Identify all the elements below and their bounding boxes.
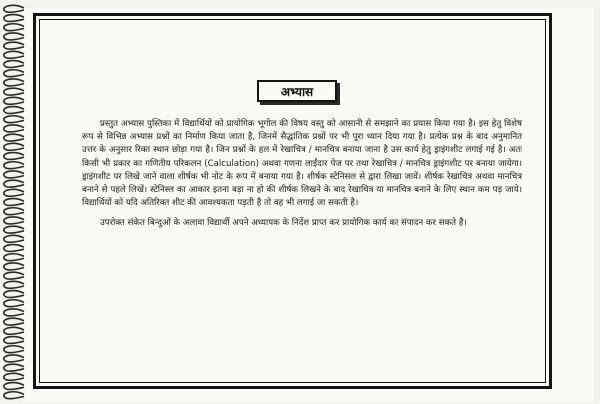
spiral-coil [4, 143, 24, 150]
spiral-coil [4, 79, 24, 86]
spiral-coil [4, 171, 24, 178]
page-title: अभ्यास [280, 84, 314, 99]
spiral-coil [4, 254, 24, 261]
spiral-coil [4, 235, 24, 242]
spiral-coil [4, 226, 24, 233]
spiral-coil [4, 291, 24, 298]
spiral-coil [4, 15, 24, 22]
paragraph-1: प्रस्तुत अभ्यास पुस्तिका में विद्यार्थियों को प्रायोगिक भूगोल की विषय वस्तु को आसानी से समझाने का प्रयास किया गया है। इस हेतु विशेष रूप से विभिन्न अभ्यास प्रश्नों का निर्माण किया जाता है, जिनमें सैद्धांतिक प्रश्नों पर भी पूरा ध्यान दिया गया है। प्रत्येक प्रश्न के बाद अनुमानित उत्तर के अनुसार रिक्त स्थान छोड़ा गया है। जिन प्रश्नों के हल में रेखाचित्र / मानचित्र बनाया जाना है उस कार्य हेतु ड्राइंगशीट लगाई गई है। अतः किसी भी प्रकार का गणितीय परिकलन (Calculation) अथवा गणना लाईंदार पेज पर तथा रेखाचित्र / मानचित्र ड्राइंगशीट पर बनाया जायेगा। ड्राइंगशीट पर लिखे जाने वाला शीर्षक भी नोट के रूप में बनाया गया है। शीर्षक स्टेनिसल से द्वारा लिखा जावें। शीर्षक रेखाचित्र अथवा मानचित्र बनाने से पहले लिखें। स्टेनिस्ल का आकार इतना बड़ा ना हो की शीर्षक लिखने के बाद रेखाचित्र या मानचित्र बनाने के लिए स्थान कम पड़ जाये। विद्यार्थियों को यदि अतिरिक्त शीट की आवश्यकता पड़ती है तो वह भी लगाई जा सकती है। [82, 119, 522, 209]
spiral-coil [4, 162, 24, 169]
spiral-coil [4, 373, 24, 380]
spiral-coil [4, 51, 24, 58]
spiral-coil [4, 364, 24, 371]
spiral-coil [4, 392, 24, 399]
spiral-coil [4, 346, 24, 353]
spiral-coil [4, 42, 24, 49]
spiral-coil [4, 281, 24, 288]
spiral-coil [4, 88, 24, 95]
spiral-coil [4, 208, 24, 215]
spiral-coil [4, 318, 24, 325]
spiral-coil [4, 24, 24, 31]
spiral-coil [4, 327, 24, 334]
spiral-binding-icon [0, 0, 26, 404]
spiral-coil [4, 180, 24, 187]
spiral-coil [4, 97, 24, 104]
spiral-coil [4, 153, 24, 160]
spiral-coil [4, 199, 24, 206]
spiral-coil [4, 383, 24, 390]
spiral-coil [4, 355, 24, 362]
spiral-coil [4, 300, 24, 307]
spiral-coil [4, 125, 24, 132]
heading-box [257, 80, 337, 102]
spiral-coil [4, 272, 24, 279]
paragraph-2: उपरोक्त संकेत बिन्दुओं के अलावा विद्यार्थी अपने अध्यापक के निर्देश प्राप्त कर प्रायोगिक कार्य का संपादन कर सकते हैं। [100, 218, 467, 229]
spiral-coil [4, 217, 24, 224]
spiral-coil [4, 107, 24, 114]
spiral-coil [4, 5, 24, 12]
spiral-coil [4, 61, 24, 68]
spiral-coil [4, 245, 24, 252]
spiral-coil [4, 337, 24, 344]
spiral-coil [4, 309, 24, 316]
spiral-coil [4, 263, 24, 270]
body-text [82, 118, 522, 231]
spiral-coil [4, 116, 24, 123]
spiral-coil [4, 70, 24, 77]
spiral-coil [4, 33, 24, 40]
spiral-coil [4, 134, 24, 141]
spiral-coil [4, 189, 24, 196]
